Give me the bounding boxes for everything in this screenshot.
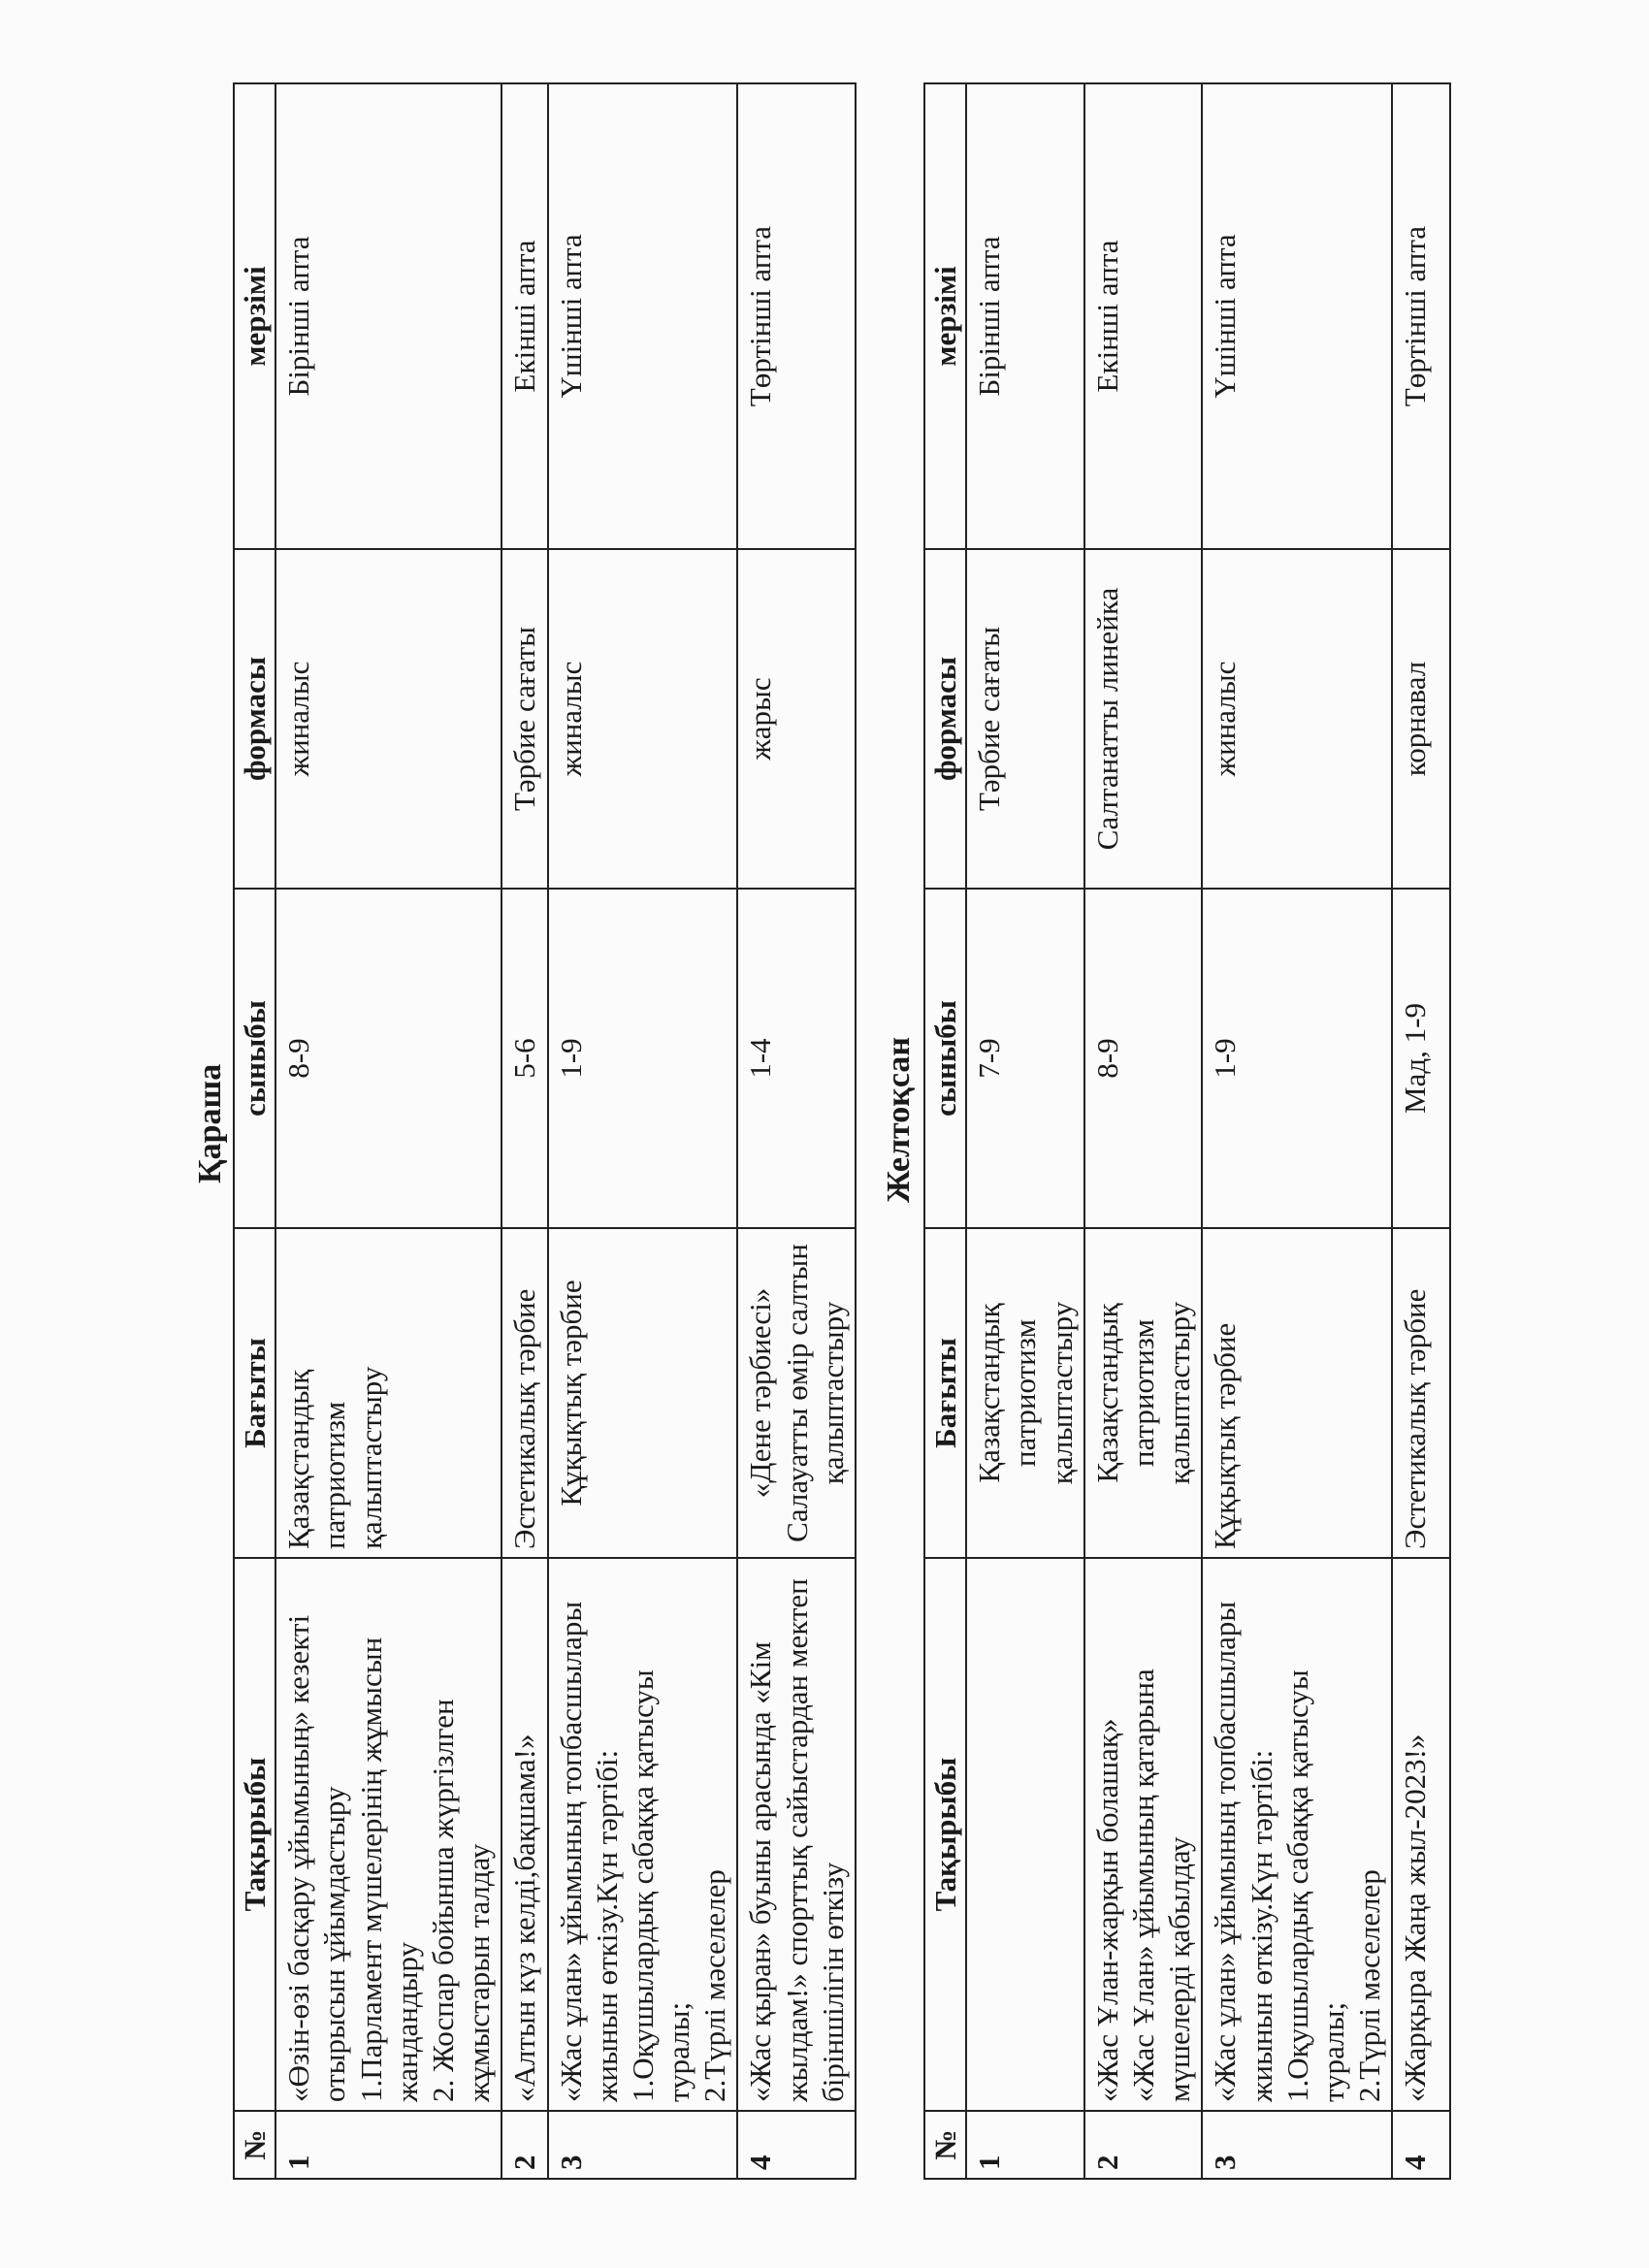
header-form: формасы bbox=[924, 549, 966, 889]
row-num: 4 bbox=[737, 2111, 856, 2179]
row-term: Бірінші апта bbox=[275, 83, 501, 549]
topic-line: «Алтын күз келді,бақшама!» bbox=[507, 1733, 542, 2102]
row-form: жиналыс bbox=[548, 549, 738, 889]
row-form: жиналыс bbox=[1202, 549, 1392, 889]
row-num: 3 bbox=[548, 2111, 738, 2179]
row-direction: Қазақстандық патриотизм қалыптастыру bbox=[275, 1228, 501, 1558]
table-row bbox=[1202, 83, 1392, 2179]
row-grade: 1-9 bbox=[548, 889, 738, 1228]
row-term: Екінші апта bbox=[1084, 83, 1203, 549]
section-title-zheltoksan: Желтоқсан bbox=[881, 1037, 917, 1203]
header-num: № bbox=[234, 2111, 275, 2179]
header-grade: сыныбы bbox=[924, 889, 966, 1228]
schedule-table-zheltoksan bbox=[923, 82, 1451, 2180]
table-zheltoksan-wrapper bbox=[923, 84, 1433, 2180]
row-direction: Қазақстандық патриотизм қалыптастыру bbox=[966, 1228, 1084, 1558]
row-form: Салтанатты линейка bbox=[1084, 549, 1203, 889]
row-term: Үшінші апта bbox=[548, 83, 738, 549]
topic-line: «Жас Ұлан-жарқын болашақ» bbox=[1089, 1718, 1124, 2102]
row-topic bbox=[1202, 1558, 1392, 2111]
row-grade: 1-4 bbox=[737, 889, 856, 1228]
row-num: 2 bbox=[1084, 2111, 1203, 2179]
row-topic bbox=[501, 1558, 547, 2111]
row-form: жиналыс bbox=[275, 549, 501, 889]
header-direction: Бағыты bbox=[234, 1228, 275, 1558]
topic-line: «Өзін-өзі басқару ұйымының» кезекті отырысын ұйымдастыру bbox=[281, 1614, 352, 2102]
row-grade: 8-9 bbox=[1084, 889, 1203, 1228]
row-grade: Мад, 1-9 bbox=[1392, 889, 1450, 1228]
table-row bbox=[1084, 83, 1203, 2179]
topic-line: «Жас ұлан» ұйымының топбасшылары жиынын өткізу.Күн тәртібі: bbox=[553, 1601, 624, 2102]
topic-line: 2.Түрлі мәселелер bbox=[1352, 1869, 1387, 2102]
row-term: Үшінші апта bbox=[1202, 83, 1392, 549]
topic-line: 1.Оқушылардық сабаққа қатысуы туралы; bbox=[625, 1669, 696, 2102]
row-direction: Қазақстандық патриотизм қалыптастыру bbox=[1084, 1228, 1203, 1558]
row-term: Бірінші апта bbox=[966, 83, 1084, 549]
topic-line: «Жас қыран» буыны арасында «Кім жылдам!» спорттық сайыстардан мектеп біріншілігін өткізу bbox=[743, 1578, 850, 2102]
table-row bbox=[737, 83, 856, 2179]
topic-line: «Жас Ұлан» ұйымының қатарына мүшелерді қабылдау bbox=[1125, 1669, 1197, 2102]
header-form: формасы bbox=[234, 549, 275, 889]
row-direction: Құқықтық тәрбие bbox=[1202, 1228, 1392, 1558]
table-row bbox=[275, 83, 501, 2179]
row-topic bbox=[548, 1558, 738, 2111]
header-grade: сыныбы bbox=[234, 889, 275, 1228]
section-title-karasha: Қараша bbox=[192, 1063, 228, 1183]
row-topic bbox=[966, 1558, 1084, 2111]
row-grade: 7-9 bbox=[966, 889, 1084, 1228]
row-num: 2 bbox=[501, 2111, 547, 2179]
topic-line: «Жарқыра Жаңа жыл-2023!» bbox=[1398, 1733, 1433, 2102]
header-term: мерзімі bbox=[234, 83, 275, 549]
row-num: 3 bbox=[1202, 2111, 1392, 2179]
row-form: корнавал bbox=[1392, 549, 1450, 889]
row-term: Төртінші апта bbox=[737, 83, 856, 549]
table-row bbox=[1392, 83, 1450, 2179]
topic-line: 2.Түрлі мәселелер bbox=[697, 1869, 732, 2102]
row-topic bbox=[1084, 1558, 1203, 2111]
topic-line: «Жас ұлан» ұйымының топбасшылары жиынын өткізу.Күн тәртібі: bbox=[1208, 1601, 1278, 2102]
row-form: Тәрбие сағаты bbox=[966, 549, 1084, 889]
row-grade: 5-6 bbox=[501, 889, 547, 1228]
row-form: Тәрбие сағаты bbox=[501, 549, 547, 889]
table-row bbox=[548, 83, 738, 2179]
row-num: 1 bbox=[966, 2111, 1084, 2179]
row-direction: Эстетикалық тәрбие bbox=[501, 1228, 547, 1558]
table-row bbox=[966, 83, 1084, 2179]
header-topic: Тақырыбы bbox=[924, 1558, 966, 2111]
row-topic bbox=[275, 1558, 501, 2111]
row-topic bbox=[737, 1558, 856, 2111]
header-term: мерзімі bbox=[924, 83, 966, 549]
row-num: 4 bbox=[1392, 2111, 1450, 2179]
row-num: 1 bbox=[275, 2111, 501, 2179]
header-direction: Бағыты bbox=[924, 1228, 966, 1558]
row-topic bbox=[1392, 1558, 1450, 2111]
row-term: Екінші апта bbox=[501, 83, 547, 549]
row-direction: Эстетикалық тәрбие bbox=[1392, 1228, 1450, 1558]
table-karasha-wrapper bbox=[233, 84, 850, 2180]
schedule-table-karasha bbox=[233, 82, 857, 2180]
header-num: № bbox=[924, 2111, 966, 2179]
header-topic: Тақырыбы bbox=[234, 1558, 275, 2111]
topic-line: 1.Парламент мүшелерінің жұмысын жандандыру bbox=[353, 1636, 424, 2102]
row-grade: 1-9 bbox=[1202, 889, 1392, 1228]
direction-line: «Дене тәрбиесі» bbox=[743, 1287, 778, 1499]
table-header-row bbox=[234, 83, 275, 2179]
topic-line: 2. Жоспар бойынша жүргізлген жұмыстарын талдау bbox=[425, 1699, 497, 2102]
topic-line: 1.Оқушылардық сабаққа қатысуы туралы; bbox=[1279, 1669, 1350, 2102]
row-form: жарыс bbox=[737, 549, 856, 889]
direction-line: Салауатты өмір салтын қалыптастыру bbox=[779, 1244, 850, 1542]
row-term: Төртінші апта bbox=[1392, 83, 1450, 549]
row-grade: 8-9 bbox=[275, 889, 501, 1228]
table-row bbox=[501, 83, 547, 2179]
table-header-row bbox=[924, 83, 966, 2179]
row-direction bbox=[737, 1228, 856, 1558]
row-direction: Құқықтық тәрбие bbox=[548, 1228, 738, 1558]
